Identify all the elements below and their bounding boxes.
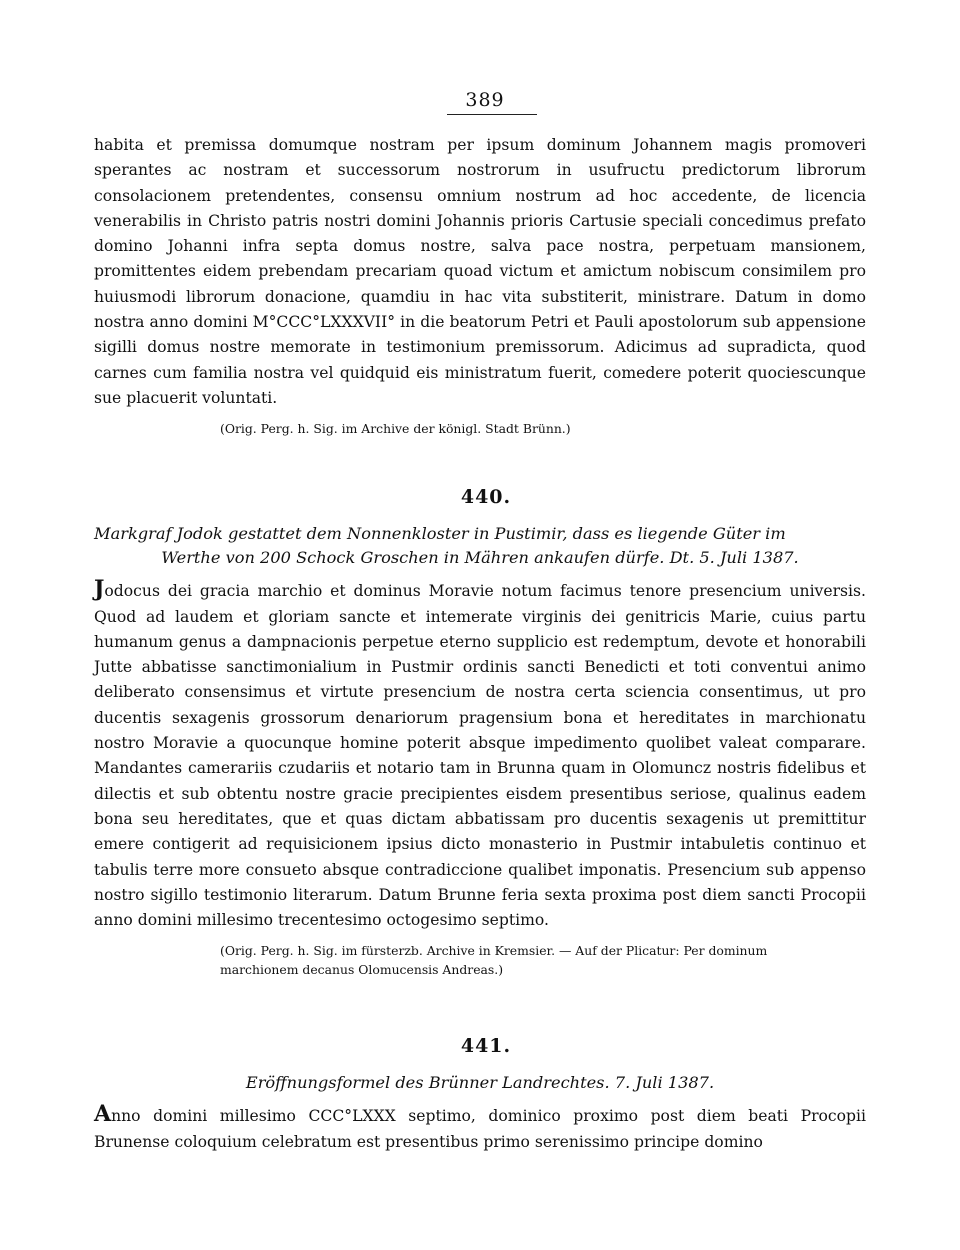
document-text-441-body: nno domini millesimo CCC°LXXX septimo, dominico proximo post diem beati Procopii Brunense coloquium celebratum est presentibus primo serenissimo principe domino [94,1107,866,1151]
document-text-440-body: odocus dei gracia marchio et dominus Moravie notum facimus tenore presencium universis. Quod ad laudem et gloriam sancte et intemerate virginis dei genitricis Marie, cuius partu humanum genus a dampnacionis perpetue eterno supplicio est redemptum, devote et honorabili Jutte abbatisse sanctimonialium in Pustmir ordinis sancti Benedicti et toti conventui animo deliberato consensimus et virtute presencium de nostra certa sciencia consentimus, ut pro ducentis sexagenis grossorum denariorum pragensium bona et hereditates in marchionatu nostro Moravie a quocunque homine poterit absque impedimento quolibet valeat comparare. Mandantes camerariis czudariis et notario tam in Brunna quam in Olomuncz nostris fidelibus et dilectis et sub obtentu nostre gracie precipientes eisdem presentibus seriose, qualinus eadem bona seu hereditates, que et quas dictam abbatissam pro ducentis sexagenis ut premittitur emere contigerit ad requisicionem ipsius dicto monasterio in Pustmir intabuletis continuo et tabulis terre more consueto absque contradiccione qualibet imponatis. Presencium sub appenso nostro sigillo testimonio literarum. Datum Brunne feria sexta proxima post diem sancti Procopii anno domini millesimo trecentesimo octogesimo septimo. [94,582,866,930]
regest-440-line-1: Markgraf Jodok gestattet dem Nonnenkloster in Pustimir, dass es liegende Güter im [94,524,786,544]
regest-441: Eröffnungsformel des Brünner Landrechtes. 7. Juli 1387. [245,1073,715,1093]
page-number-rule [447,114,537,115]
page-number: 389 [465,89,505,111]
source-note-440-line-2: marchionem decanus Olomucensis Andreas.) [220,962,504,978]
document-text-441 [94,1103,866,1155]
continuation-source-note: (Orig. Perg. h. Sig. im Archive der königl. Stadt Brünn.) [220,421,571,437]
document-page [94,88,866,1155]
document-number-440: 440. [460,486,512,509]
initial-letter-441: A [94,1101,112,1128]
continuation-text: habita et premissa domumque nostram per ipsum dominum Johannem magis promoveri sperantes ac nostram et successorum nostrorum in usufructu predictorum librorum consolacionem pretendentes, consensu omnium nostrum ad hoc accedente, de licencia venerabilis in Christo patris nostri domini Johannis prioris Cartusie speciali concedimus prefato domino Johanni infra septa domus nostre, salva pace nostra, perpetuam mansionem, promittentes eidem prebendam precariam quoad victum et amictum nobiscum consimilem pro huiusmodi librorum donacione, quamdiu in hac vita substiterit, ministrare. Datum in domo nostra anno domini M°CCC°LXXXVII° in die beatorum Petri et Pauli apostolorum sub appensione sigilli domus nostre memorate in testimonium premissorum. Adicimus ad supradicta, quod carnes cum familia nostra vel quidquid eis ministratum fuerit, comedere poterit quociescunque sue placuerit voluntati. [94,136,866,407]
source-note-440 [94,941,866,979]
initial-letter-440: J [94,576,105,603]
regest-440-line-2: Werthe von 200 Schock Groschen in Mähren ankaufen dürfe. Dt. 5. Juli 1387. [161,548,799,568]
document-number-441: 441. [460,1035,512,1058]
source-note-440-line-1: (Orig. Perg. h. Sig. im fürsterzb. Archive in Kremsier. — Auf der Plicatur: Per dominum [220,943,768,959]
regest-440 [94,522,866,570]
document-text-440 [94,578,866,933]
